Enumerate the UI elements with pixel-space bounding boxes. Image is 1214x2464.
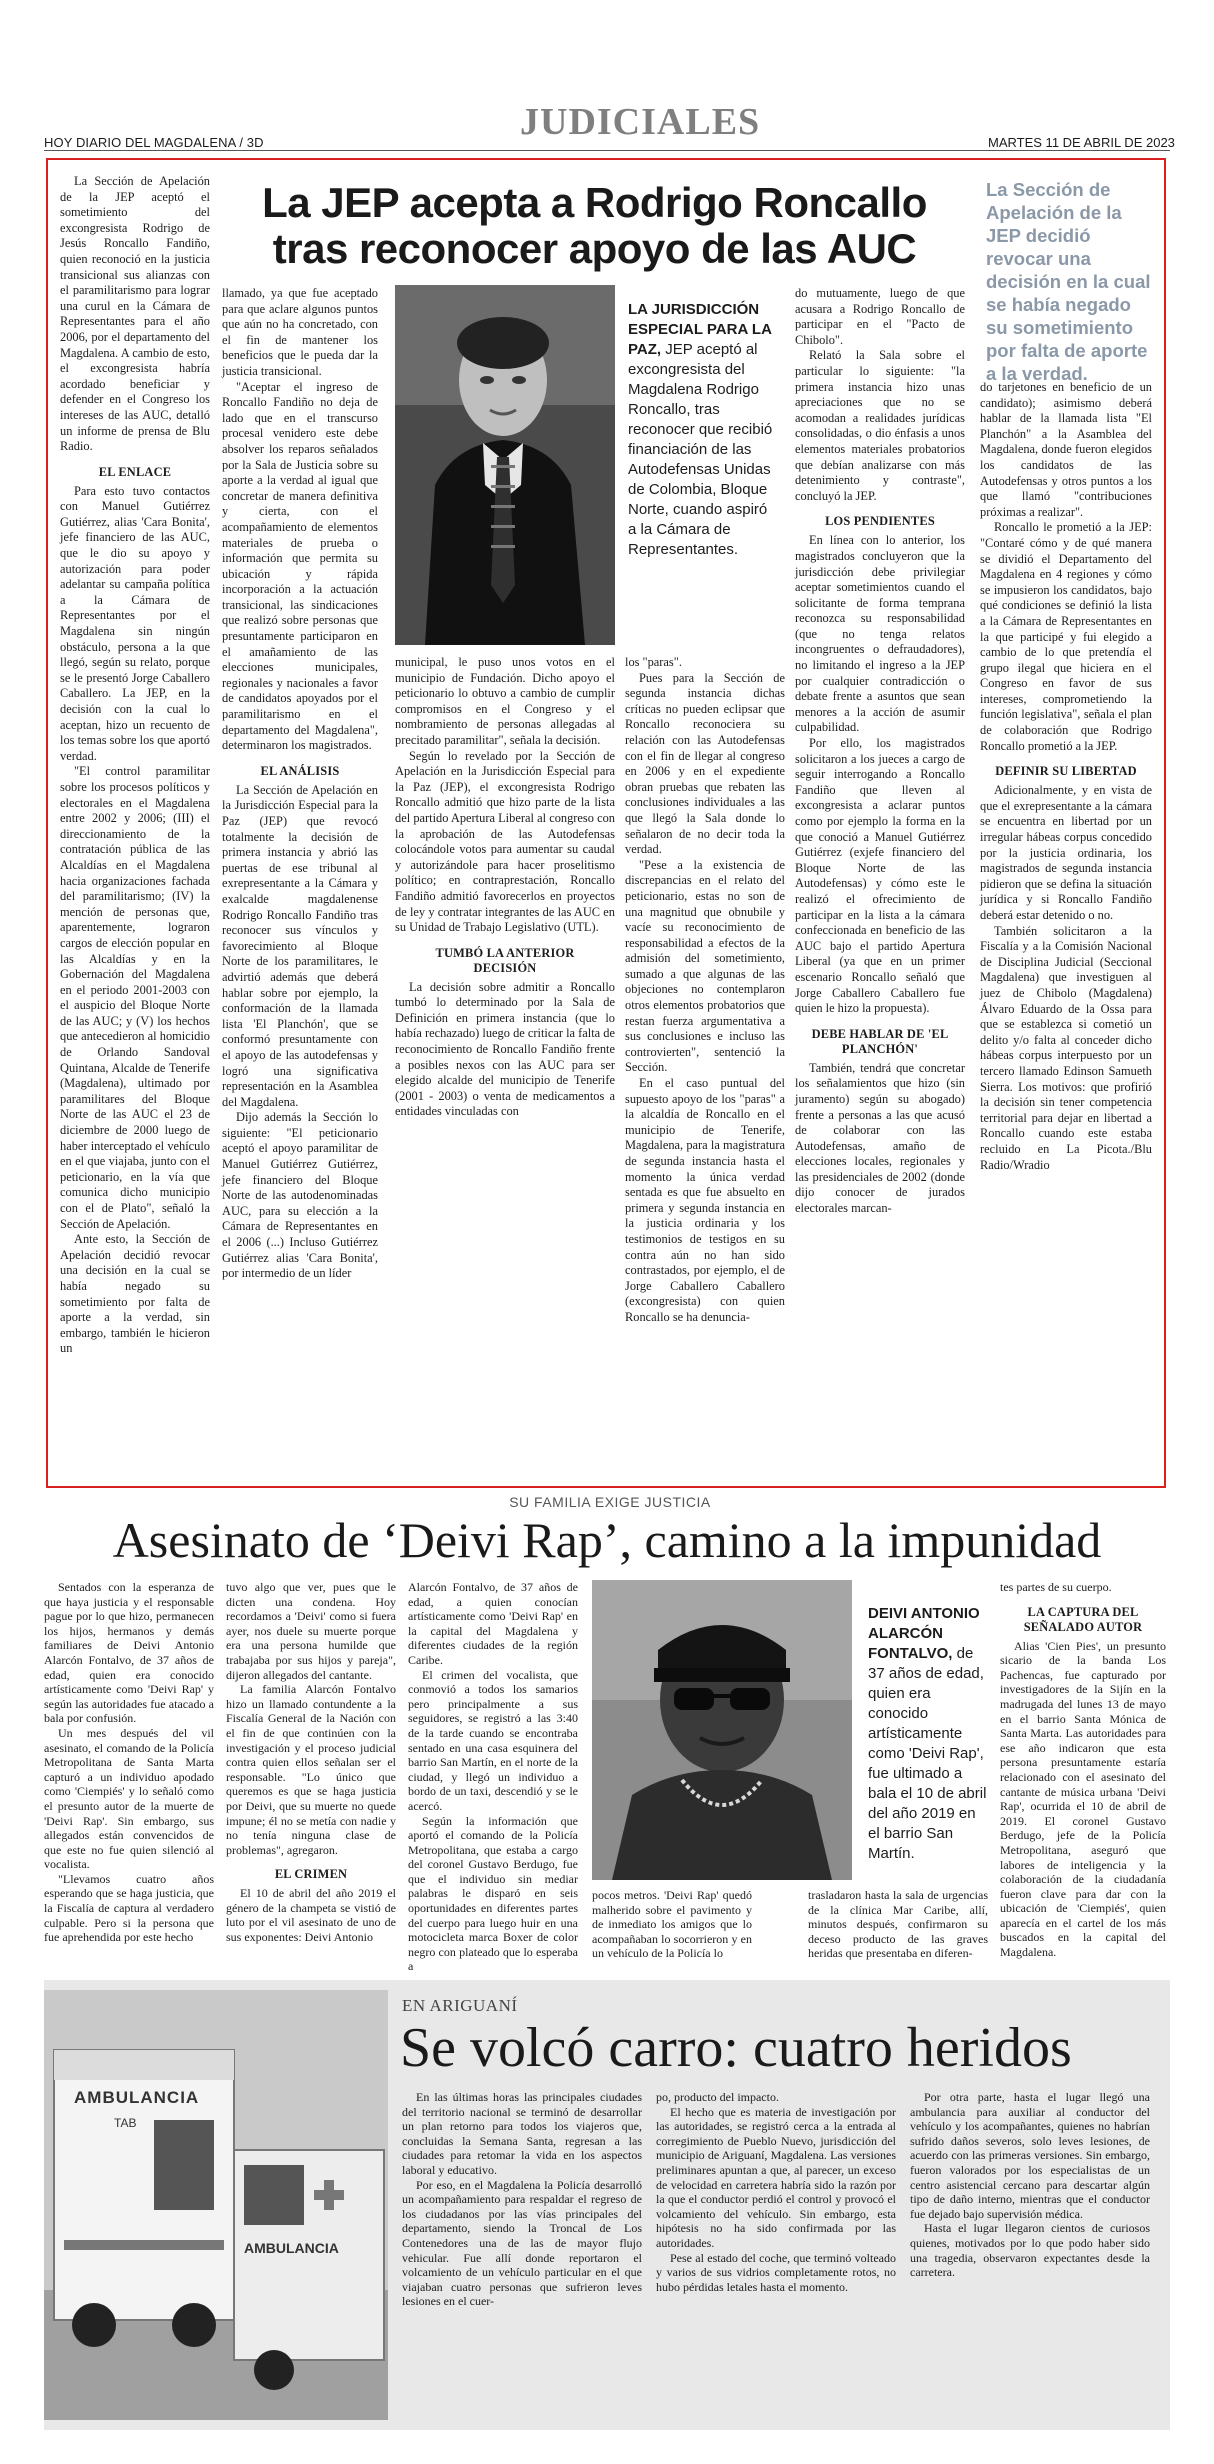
deivi-kicker: SU FAMILIA EXIGE JUSTICIA (509, 1494, 711, 1510)
deivi-paragraph: trasladaron hasta la sala de urgencias de la clínica Mar Caribe, allí, minutos después, confirmaron su deceso producto de las graves heridas que presentaba en diferen- (808, 1888, 988, 1961)
jep-subhead-analisis: EL ANÁLISIS (260, 763, 340, 778)
carro-paragraph: El hecho que es materia de investigación por las autoridades, se registró cerca a la entrada al corregimiento de Pueblo Nuevo, jurisdicción del municipio de Ariguaní, Magdalena. Las versiones preliminares apuntan a que, al parecer, un exceso de velocidad en carretera habría sido la razón por la que el conductor perdió el control y provocó el volcamiento del vehículo. Sin embargo, esta hipótesis no ha sido confirmada por las autoridades. (656, 2104, 896, 2250)
deivi-figure (592, 1580, 852, 1880)
carro-paragraph: Hasta el lugar llegaron cientos de curiosos quienes, motivados por lo que podo haber sido una tragedia, observaron expectantes desde la carretera. (910, 2221, 1150, 2280)
carro-paragraph: En las últimas horas las principales ciudades del territorio nacional se terminó de desarrollar un plan retorno para todos los viajeros que, concluidas la Semana Santa, regresan a las ciudades para retomar la vida en los aspectos laboral y educativo. (402, 2090, 642, 2177)
jep-subhead-libertad: DEFINIR SU LIBERTAD (995, 764, 1137, 779)
deivi-photo-caption (868, 1604, 988, 1864)
deivi-paragraph: "Llevamos cuatro años esperando que se haga justicia, que la Fiscalía de captura al verdadero culpable. Pero si la persona que fue aprehendida por este hecho (44, 1871, 214, 1945)
jep-col-6 (980, 380, 1152, 1173)
jep-headline-line-2: tras reconocer apoyo de las AUC (272, 225, 917, 272)
carro-col-2 (656, 2090, 896, 2294)
deivi-subhead-crimen: EL CRIMEN (274, 1867, 348, 1882)
jep-col-3 (395, 655, 615, 1120)
deivi-caption-text: de 37 años de edad, quien era conocido artísticamente como 'Deivi Rap', fue ultimado a bala el 10 de abril del año 2019 en el barrio San Martín. (868, 1645, 987, 1862)
ambulance-label-1: AMBULANCIA (74, 2088, 200, 2107)
deivi-paragraph: Alarcón Fontalvo, de 37 años de edad, a quien conocían artísticamente como 'Deivi Rap' en la capital del Magdalena y diferentes ciudades de la región Caribe. (408, 1580, 578, 1667)
deivi-paragraph: El 10 de abril del año 2019 el género de la champeta se vistió de luto por el vil asesinato de uno de sus exponentes: Deivi Antonio (226, 1886, 396, 1945)
deivi-paragraph: tes partes de su cuerpo. (1000, 1580, 1112, 1594)
carro-col-3 (910, 2090, 1150, 2280)
deivi-paragraph: Un mes después del vil asesinato, el comando de la Policía Metropolitana de Santa Marta capturó a un individuo apodado como 'Ciempiés' y lo señaló como el presunto autor de la muerte de 'Deivi Rap'. Sin embargo, sus allegados están convencidos de que este no fue quien silenció al vocalista. (44, 1725, 214, 1872)
carro-paragraph: Por eso, en el Magdalena la Policía desarrolló un acompañamiento para respaldar el regreso de los ciudadanos por las vías principales del departamento, siendo la Troncal de Los Contenedores una de las de mayor flujo vehicular. Fue allí donde reportaron el volcamiento de un vehículo particular en el que viajaban cuatro personas que sufrieron leves lesiones en el cuer- (402, 2177, 642, 2309)
carro-paragraph: po, producto del impacto. (656, 2090, 779, 2104)
deivi-paragraph: Alias 'Cien Pies', un presunto sicario de la banda Los Pachencas, fue capturado por investigadores de la Sijín en la madrugada del lunes 13 de mayo en el barrio Santa Mónica de Santa Marta. Las autoridades para ese año indicaron que esta persona presuntamente estaría relacionado con el asesinato del cantante de música urbana 'Deivi Rap', ocurrida el 10 de abril de 2019. El coronel Gustavo Berdugo, jefe de la Policía Metropolitana, aseguró que labores de inteligencia y la colaboración de la ciudadanía fueron clave para dar con la ubicación de 'Ciempiés', quien aparecía en el cartel de los más buscados en la capital del Magdalena. (1000, 1638, 1166, 1960)
jep-paragraph: Roncallo le prometió a la JEP: "Contaré cómo y de qué manera se dividió el Departamento del Magdalena en 4 regiones y cómo se impusieron los candidatos, bajo qué condiciones se definió la lista a la Cámara de Representantes en la que participé y fui elegido a cambio de lo que pretendía el grupo ilegal que hiciera en el Congreso en favor de sus intereses, comprometiendo la función legislativa", señala el plan de colaboración que Rodrigo Roncallo prometió a la JEP. (980, 520, 1152, 753)
jep-col-4 (625, 655, 785, 1326)
jep-paragraph: Dijo además la Sección lo siguiente: "El peticionario aceptó el apoyo paramilitar de Manuel Gutiérrez Gutiérrez, jefe financiero del Bloque Norte de las autodenominadas AUC, para su elección a la Cámara de Representantes en el 2006 (...) Incluso Gutiérrez Gutiérrez alias 'Cara Bonita', por intermedio de un líder (222, 1110, 378, 1281)
deivi-paragraph: Según la información que aportó el comando de la Policía Metropolitana, que estaba a cargo del coronel Gustavo Berdugo, fue que el individuo sin mediar palabras le disparó en seis oportunidades en diferentes partes del cuerpo para luego huir en una motocicleta marca Boxer de color negro con plateado que lo esperaba a (408, 1813, 578, 1974)
ambulance-figure (44, 1990, 388, 2420)
deivi-paragraph: La familia Alarcón Fontalvo hizo un llamado contundente a la Fiscalía General de la Nación con el fin de que continúen con la investigación y el proceso judicial contra quien ellos señalan ser el responsable. "Lo único que queremos es que se haga justicia por Deivi, que su muerte no quede impune; él no se metía con nadie y no tenía ninguna clase de problemas", agregaron. (226, 1682, 396, 1857)
deivi-paragraph: Sentados con la esperanza de que haya justicia y el responsable pague por lo que hizo, permanecen los hijos, hermanos y demás familiares de Deivi Antonio Alarcón Fontalvo, de 37 años de edad, quien era conocido artísticamente como 'Deivi Rap' y según las autoridades fue atacado a bala por confusión. (44, 1580, 214, 1726)
deivi-caption-bold: DEIVI ANTONIO ALARCÓN FONTALVO, (868, 1605, 980, 1662)
jep-subhead-enlace: EL ENLACE (98, 464, 172, 479)
jep-paragraph: Por ello, los magistrados solicitaron a los jueces a cargo de seguir interrogando a Roncallo Fandiño que lleven al excongresista a aclarar puntos como por ejemplo la forma en la que conoció a Manuel Gutiérrez Gutiérrez (exjefe financiero del Bloque Norte de las Autodefensas) y cómo este le realizó el ofrecimiento de participar en la lista a la cámara confeccionada en beneficio de las AUC bajo el partido Apertura Liberal (ya que en un primer escenario Roncallo señaló que Jorge Caballero Caballero fue quien le hizo la propuesta). (795, 736, 965, 1016)
jep-paragraph: También solicitaron a la Fiscalía y a la Comisión Nacional de Disciplina Judicial (Seccional Magdalena) que investiguen al juez de Chibolo (Magdalena) Álvaro Eduardo de la Ossa para que se establezca si cometió un delito y/o falta al conceder dicho hábeas corpus interpuesto por un tercero llamado Edinson Samueth Sierra. Los motivos: que profirió la decisión sin tener competencia territorial para dejar en libertad a Roncallo cuando este estaba recluido en La Picota./Blu Radio/Wradio (980, 923, 1152, 1172)
ambulance-photo (44, 1990, 388, 2420)
deivi-col-3 (408, 1580, 578, 1974)
jep-paragraph: En el caso puntual del supuesto apoyo de los "paras" a la alcaldía de Roncallo en el municipio de Tenerife, Magdalena, para la magistratura de segunda instancia hasta el momento la única verdad sentada es que fue absuelto en primera y segunda instancia en la justicia ordinaria y los testimonios de testigos en su contra aún no han sido contrastados, por ejemplo, el de Jorge Caballero Caballero (excongresista) con quien Roncallo se ha denuncia- (625, 1076, 785, 1324)
jep-col-2 (222, 286, 378, 1282)
deivi-headline: Asesinato de ‘Deivi Rap’, camino a la impunidad (112, 1512, 1102, 1568)
jep-photo-caption (628, 300, 778, 560)
carro-col-1 (402, 2090, 642, 2309)
jep-paragraph: En línea con lo anterior, los magistrados concluyeron que la jurisdicción debe privilegiar aceptar sometimientos cuando el solicitante de forma temprana reconozca su responsabilidad (que no tenga relatos incongruentes o defraudadores), no limitando el ingreso a la JEP por cualquier contradicción o debate frente a asuntos que sean menores a la acción de asumir culpabilidad. (795, 533, 965, 735)
jep-subhead-pendientes: LOS PENDIENTES (825, 514, 935, 529)
page-header-left: HOY DIARIO DEL MAGDALENA / 3D (44, 135, 264, 150)
jep-headline (222, 180, 967, 272)
jep-caption-text: JEP aceptó al excongresista del Magdalena Rodrigo Roncallo, tras reconocer que recibió financiación de las Autodefensas Unidas de Colombia, Bloque Norte, cuando aspiró a la Cámara de Representantes. (628, 341, 773, 558)
ambulance-label-tab: TAB (114, 2116, 137, 2130)
deivi-photo (592, 1580, 852, 1880)
jep-paragraph: do tarjetones en beneficio de un candidato); asimismo deberá hablar de la llamada lista "El Planchón" a la Asamblea del Magdalena, donde fueron elegidos los candidatos de las Autodefensas y otros puntos a los que llamó "contribuciones próximas a realizar". (980, 380, 1152, 519)
deivi-col-5 (808, 1888, 988, 1961)
jep-paragraph: Adicionalmente, y en vista de que el exrepresentante a la cámara se encuentra en libertad por un irregular hábeas corpus concedido por la justicia ordinaria, los magistrados de segunda instancia pidieron que se defina la situación jurídica y si Roncallo Fandiño deberá estar detenido o no. (980, 783, 1152, 922)
jep-col-5 (795, 286, 965, 1217)
jep-paragraph: Ante esto, la Sección de Apelación decidió revocar una decisión en la cual se había negado su sometimiento por falta de aporte a la verdad, sin embargo, también le hicieron un (60, 1232, 210, 1356)
ambulance-label-2: AMBULANCIA (244, 2240, 339, 2256)
jep-headline-line-1: La JEP acepta a Rodrigo Roncallo (262, 179, 927, 226)
jep-paragraph: Para esto tuvo contactos con Manuel Gutiérrez Gutiérrez, alias 'Cara Bonita', jefe financiero de las AUC, que le dio su apoyo y autorización para poder adelantar su campaña política a la Cámara de Representantes por el Magdalena sin ningún obstáculo, persona a la que llegó, según su relato, porque se le presentó Jorge Caballero Caballero. La JEP, en la decisión con la cual lo aceptan, hizo un recuento de los temas sobre los que aportó verdad. (60, 483, 210, 763)
carro-paragraph: Pese al estado del coche, que terminó volteado y varios de sus vidrios completamente rotos, no hubo pérdidas letales hasta el momento. (656, 2250, 896, 2294)
jep-paragraph: "Pese a la existencia de discrepancias en el relato del peticionario, estas no son de una magnitud que obnubile y vacíe su reconocimiento de responsabilidad a efectos de la admisión del sometimiento, sumado a que algunas de las objeciones no contemplaron otros elementos probatorios que restan fuerza argumentativa a sus conclusiones e incluso las controvierten", sentenció la Sección. (625, 857, 785, 1075)
jep-paragraph: "El control paramilitar sobre los procesos políticos y electorales en el Magdalena entre 2002 y 2006; (III) el direccionamiento de la contratación pública de las Alcaldías en el Magdalena hacia organizaciones fachada del paramilitarismo; (IV) la mención de personas que, aparentemente, lograron cargos de elección popular en las Alcaldías y en la Gobernación del Magdalena en el periodo 2001-2003 con el auspicio del Bloque Norte de las AUC; y (V) los hechos que antecedieron al homicidio de Orlando Sandoval Quintana, Alcalde de Tenerife (Magdalena), ultimado por paramilitares del Bloque Norte de las AUC el 23 de diciembre de 2000 luego de haber interceptado el vehículo en el que viajaba, junto con el peticionario, en la vía que comunica dicho municipio con el de Plato", señaló la Sección de Apelación. (60, 764, 210, 1231)
deivi-paragraph: pocos metros. 'Deivi Rap' quedó malherido sobre el pavimento y de inmediato los amigos que lo acompañaban lo socorrieron y en un vehículo de la Policía lo (592, 1888, 752, 1961)
jep-paragraph: La Sección de Apelación en la Jurisdicción Especial para la Paz (JEP) que revocó totalmente la decisión de primera instancia y abrió las puertas de ese tribunal al exrepresentante a la Cámara y exalcalde magdalenense Rodrigo Roncallo Fandiño tras reconocer sus vínculos y favorecimiento al Bloque Norte de los paramilitares, le advirtió además que deberá hablar sobre por ejemplo, la conformación de la llamada lista 'El Planchón', que se conformó presuntamente con el apoyo de las autodefensas y logró una significativa representación en la Asamblea del Magdalena. (222, 782, 378, 1109)
jep-caption-bold: LA JURISDICCIÓN ESPECIAL PARA LA PAZ, (628, 301, 772, 358)
carro-kicker: EN ARIGUANÍ (402, 1996, 518, 2015)
page-header-date: MARTES 11 DE ABRIL DE 2023 (988, 135, 1175, 150)
roncallo-figure (395, 285, 615, 645)
jep-paragraph: llamado, ya que fue aceptado para que aclare algunos puntos que aún no ha concretado, con el fin de mantener los beneficios que le pueda dar la justicia transicional. (222, 286, 378, 378)
jep-paragraph: Pues para la Sección de segunda instancia dichas críticas no pueden eclipsar que Roncallo reconociera su relación con las Autodefensas con el fin de llegar al congreso en 2006 y en el expediente obran pruebas que rebaten las conclusiones individuales a las que llegó la Sala donde lo señalaron de no decir toda la verdad. (625, 670, 785, 857)
jep-col-1 (60, 174, 210, 1357)
jep-paragraph: La decisión sobre admitir a Roncallo tumbó lo determinado por la Sala de Definición en primera instancia (que lo había rechazado) luego de criticar la falta de reconocimiento de Roncallo Fandiño frente a posibles nexos con las AUC para ser elegido alcalde del municipio de Tenerife (2001 - 2003) o venta de medicamentos a entidades vinculadas con (395, 979, 615, 1119)
jep-paragraph: Relató la Sala sobre el particular lo siguiente: "la primera instancia hizo unas apreciaciones que no se acomodan a realidades jurídicas consolidadas, o dio énfasis a unos elementos materiales probatorios que debían analizarse con más detenimiento y contraste", concluyó la JEP. (795, 348, 965, 503)
deivi-paragraph: tuvo algo que ver, pues que le dicten una condena. Hoy recordamos a 'Deivi' como si fuera ayer, nos duele su muerte porque era una persona humilde que trabajaba por sus hijos y pareja", dijeron allegados del cantante. (226, 1580, 396, 1682)
jep-pull-quote: La Sección de Apelación de la JEP decidió revocar una decisión en la cual se había negado su sometimiento por falta de aporte a la verdad. (986, 179, 1151, 384)
deivi-col-2 (226, 1580, 396, 1945)
deivi-col-4 (592, 1888, 752, 1961)
jep-paragraph: La Sección de Apelación de la JEP aceptó el sometimiento del excongresista Rodrigo de Jesús Roncallo Fandiño, quien reconoció en la justicia transicional sus alianzas con el paramilitarismo para lograr una curul en la Cámara de Representantes para el año 2006, por el departamento del Magdalena. A cambio de esto, el excongresista habría acordado beneficiar y defender en el Congreso los intereses de las AUC, detalló un informe de prensa de Blu Radio. (60, 174, 210, 454)
carro-paragraph: Por otra parte, hasta el lugar llegó una ambulancia para auxiliar al conductor del vehículo y los acompañantes, quienes no habrían sufrido daños severos, solo leves lesiones, de acuerdo con las primeras versiones. Sin embargo, fueron valorados por los especialistas de un centro asistencial cercano para descartar algún tipo de daño interno, mientras que el conductor fue dejado bajo supervisión médica. (910, 2090, 1150, 2221)
header-rule (44, 150, 1170, 151)
jep-paragraph: "Aceptar el ingreso de Roncallo Fandiño no deja de lado que en el transcurso procesal venidero este debe absolver los reparos señalados por la Sala de Justicia sobre su aporte a la verdad al igual que concretar de manera definitiva y cierta, con el acompañamiento de elementos materiales de prueba o información que permita su ubicación y rápida incorporación a la actuación transicional, las sindicaciones que realizó sobre personas que presuntamente participaron en el amañamiento de las elecciones municipales, regionales y nacionales a favor de candidatos apoyados por el paramilitarismo en el departamento del Magdalena", determinaron los magistrados. (222, 379, 378, 753)
jep-subhead-planchon: DEBE HABLAR DE 'EL PLANCHÓN' (811, 1026, 949, 1056)
deivi-subhead-captura: LA CAPTURA DEL SEÑALADO AUTOR (1023, 1604, 1143, 1634)
jep-paragraph: También, tendrá que concretar los señalamientos que hizo (sin juramento) según su abogado) frente a personas a las que acusó de colaborar con las Autodefensas, amaño de elecciones locales, regionales y las presidenciales de 2002 (donde dijo conocer de jurados electorales marcan- (795, 1060, 965, 1216)
deivi-paragraph: El crimen del vocalista, que conmovió a todos los samarios pero principalmente a sus seguidores, se registró a las 3:40 de la tarde cuando se encontraba sentado en una casa esquinera del barrio San Martín, en el norte de la ciudad, y llegó un individuo a bordo de un taxi, descendió y se le acercó. (408, 1667, 578, 1813)
jep-paragraph: municipal, le puso unos votos en el municipio de Fundación. Dicho apoyo el peticionario lo obtuvo a cambio de cumplir compromisos en el Congreso y el nombramiento de personas allegadas al precitado paramilitar", señala la decisión. (395, 655, 615, 747)
section-title: JUDICIALES (520, 101, 761, 143)
deivi-col-1 (44, 1580, 214, 1945)
roncallo-photo (395, 285, 615, 645)
jep-subhead-tumbo: TUMBÓ LA ANTERIOR DECISIÓN (435, 945, 575, 975)
jep-paragraph: Según lo revelado por la Sección de Apelación en la Jurisdicción Especial para la Paz (JEP), el excongresista Rodrigo Roncallo admitió que hizo parte de la lista del partido Apertura Liberal al congreso con la aprobación de las Autodefensas colocándole votos para aumentar su caudal y autorizándole para hacer proselitismo político; en contraprestación, Roncallo Fandiño admitió favorecerlos en proyectos de ley y contratar integrantes de las AUC en su Unidad de Trabajo Legislativo (UTL). (395, 748, 615, 935)
jep-paragraph: los "paras". (625, 655, 682, 669)
jep-paragraph: do mutuamente, luego de que acusara a Rodrigo Roncallo de participar en el "Pacto de Chibolo". (795, 286, 965, 347)
carro-headline: Se volcó carro: cuatro heridos (400, 2017, 1072, 2079)
deivi-col-6 (1000, 1580, 1166, 1960)
